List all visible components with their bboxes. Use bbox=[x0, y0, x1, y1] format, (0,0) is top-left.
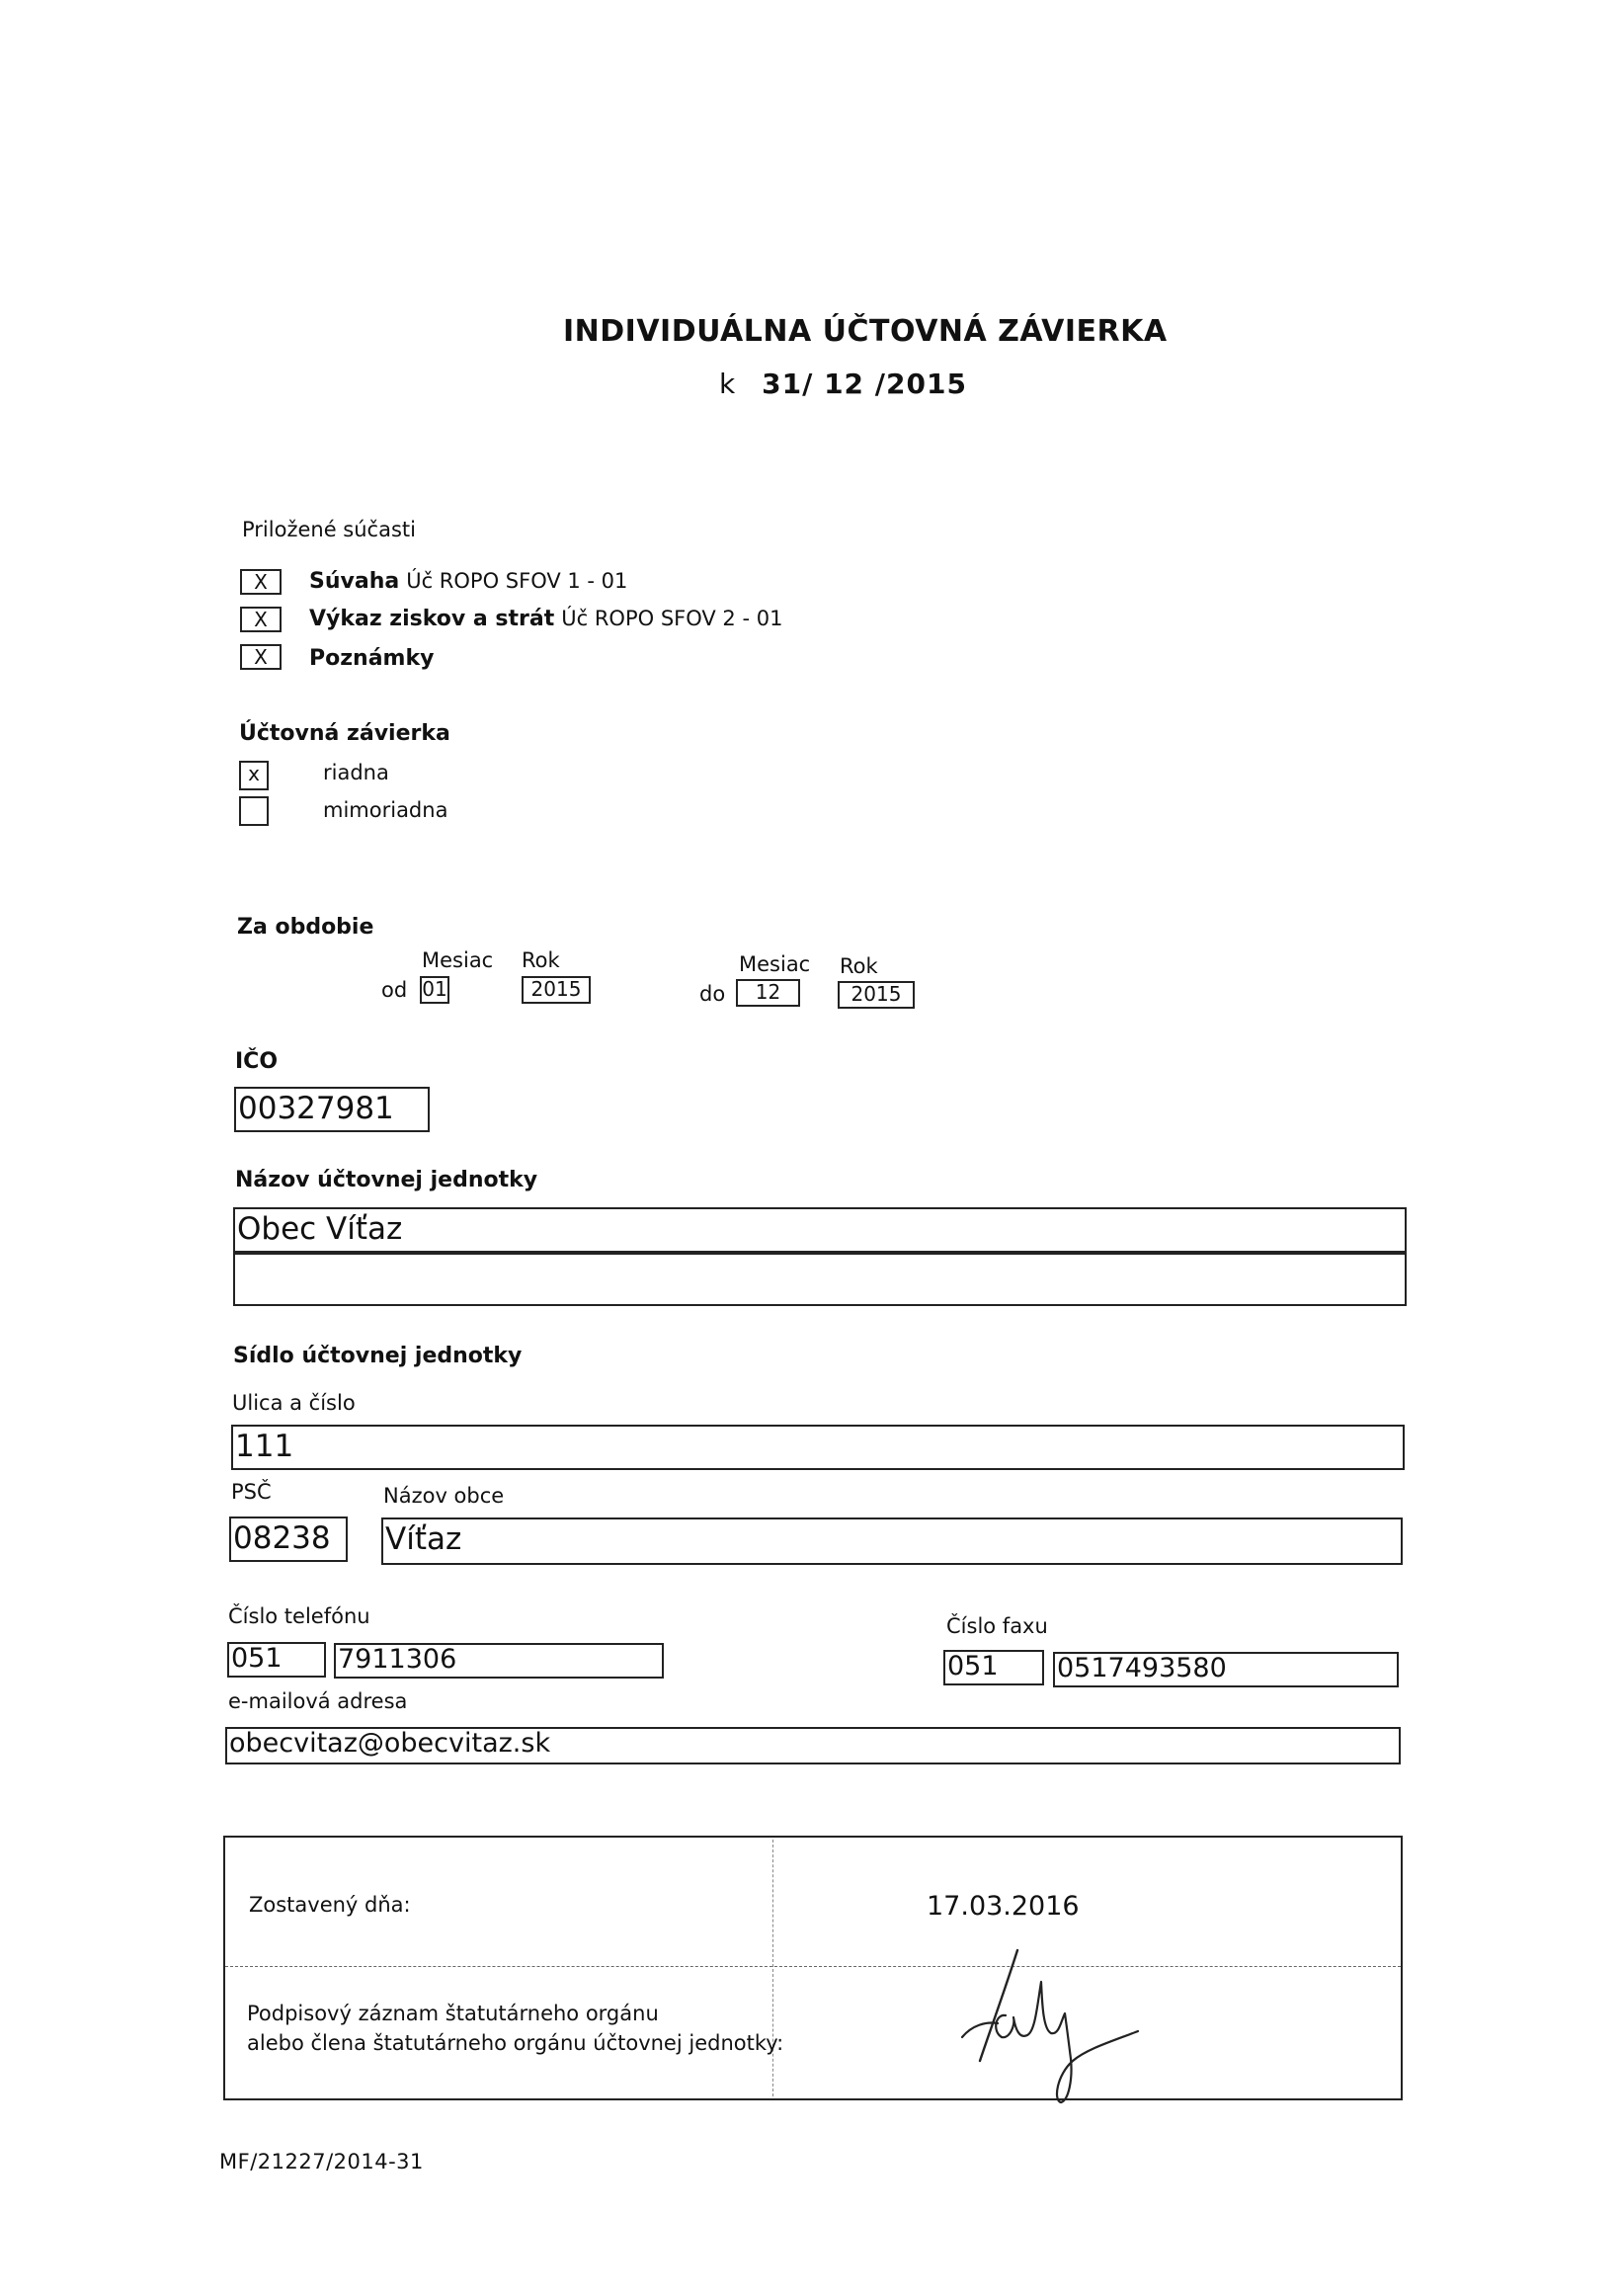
part-balance-row bbox=[309, 569, 627, 594]
parts-label: Priložené súčasti bbox=[242, 518, 416, 541]
street-field[interactable]: 111 bbox=[231, 1425, 1405, 1470]
phone-label: Číslo telefónu bbox=[228, 1604, 370, 1628]
period-label: Za obdobie bbox=[237, 915, 374, 940]
part-income-code: Úč ROPO SFOV 2 - 01 bbox=[561, 607, 783, 630]
part-notes-checkbox[interactable]: X bbox=[240, 644, 282, 670]
address-label: Sídlo účtovnej jednotky bbox=[233, 1344, 523, 1368]
entity-name-field-1[interactable]: Obec Víťaz bbox=[233, 1207, 1407, 1253]
part-income-checkbox[interactable]: X bbox=[240, 607, 282, 632]
to-label: do bbox=[699, 982, 726, 1006]
ico-field[interactable]: 00327981 bbox=[234, 1087, 430, 1132]
to-month-field[interactable]: 12 bbox=[736, 979, 800, 1007]
town-field[interactable]: Víťaz bbox=[381, 1517, 1403, 1565]
from-month-label: Mesiac bbox=[422, 948, 494, 972]
part-income-name: Výkaz ziskov a strát bbox=[309, 607, 555, 631]
part-notes-name: Poznámky bbox=[309, 646, 435, 671]
closing-label: Účtovná závierka bbox=[239, 721, 450, 746]
email-label: e-mailová adresa bbox=[228, 1689, 408, 1713]
signature-table-divider bbox=[225, 1966, 1401, 1967]
fax-prefix-field[interactable]: 051 bbox=[943, 1650, 1044, 1685]
signature-table-column-divider bbox=[772, 1840, 773, 2096]
psc-label: PSČ bbox=[231, 1480, 272, 1504]
fax-field[interactable]: 0517493580 bbox=[1053, 1652, 1399, 1687]
from-year-field[interactable]: 2015 bbox=[522, 976, 591, 1004]
date-prefix: k bbox=[719, 368, 736, 400]
entity-name-field-2[interactable] bbox=[233, 1253, 1407, 1306]
entity-label: Názov účtovnej jednotky bbox=[235, 1168, 538, 1192]
form-code: MF/21227/2014-31 bbox=[219, 2150, 424, 2173]
to-month-label: Mesiac bbox=[739, 952, 811, 976]
fax-label: Číslo faxu bbox=[946, 1614, 1048, 1638]
part-income-row bbox=[309, 607, 782, 631]
date-line bbox=[719, 368, 967, 400]
street-label: Ulica a číslo bbox=[232, 1391, 356, 1415]
signature-record-label-2: alebo člena štatutárneho orgánu účtovnej jednotky: bbox=[247, 2031, 784, 2055]
from-year-label: Rok bbox=[522, 948, 560, 972]
part-balance-name: Súvaha bbox=[309, 569, 400, 594]
ico-label: IČO bbox=[235, 1049, 279, 1074]
closing-extraordinary-checkbox[interactable] bbox=[239, 796, 269, 826]
phone-field[interactable]: 7911306 bbox=[334, 1643, 664, 1679]
closing-extraordinary-label: mimoriadna bbox=[323, 798, 448, 822]
phone-prefix-field[interactable]: 051 bbox=[227, 1642, 326, 1678]
compiled-label: Zostavený dňa: bbox=[249, 1893, 411, 1917]
from-month-field[interactable]: 01 bbox=[420, 976, 449, 1004]
part-balance-code: Úč ROPO SFOV 1 - 01 bbox=[406, 569, 628, 593]
closing-regular-checkbox[interactable]: x bbox=[239, 761, 269, 790]
email-field[interactable]: obecvitaz@obecvitaz.sk bbox=[225, 1727, 1401, 1764]
page-title: INDIVIDUÁLNA ÚČTOVNÁ ZÁVIERKA bbox=[563, 314, 1168, 349]
signature-table bbox=[223, 1836, 1403, 2100]
compiled-date: 17.03.2016 bbox=[927, 1891, 1080, 1922]
from-label: od bbox=[381, 978, 408, 1002]
closing-regular-label: riadna bbox=[323, 761, 389, 784]
closing-date: 31/ 12 /2015 bbox=[762, 368, 967, 400]
handwritten-signature bbox=[948, 1942, 1146, 2110]
town-label: Názov obce bbox=[383, 1484, 505, 1508]
psc-field[interactable]: 08238 bbox=[229, 1517, 348, 1562]
part-balance-checkbox[interactable]: X bbox=[240, 569, 282, 595]
to-year-label: Rok bbox=[840, 954, 878, 978]
to-year-field[interactable]: 2015 bbox=[838, 981, 915, 1009]
signature-record-label-1: Podpisový záznam štatutárneho orgánu bbox=[247, 2002, 659, 2025]
